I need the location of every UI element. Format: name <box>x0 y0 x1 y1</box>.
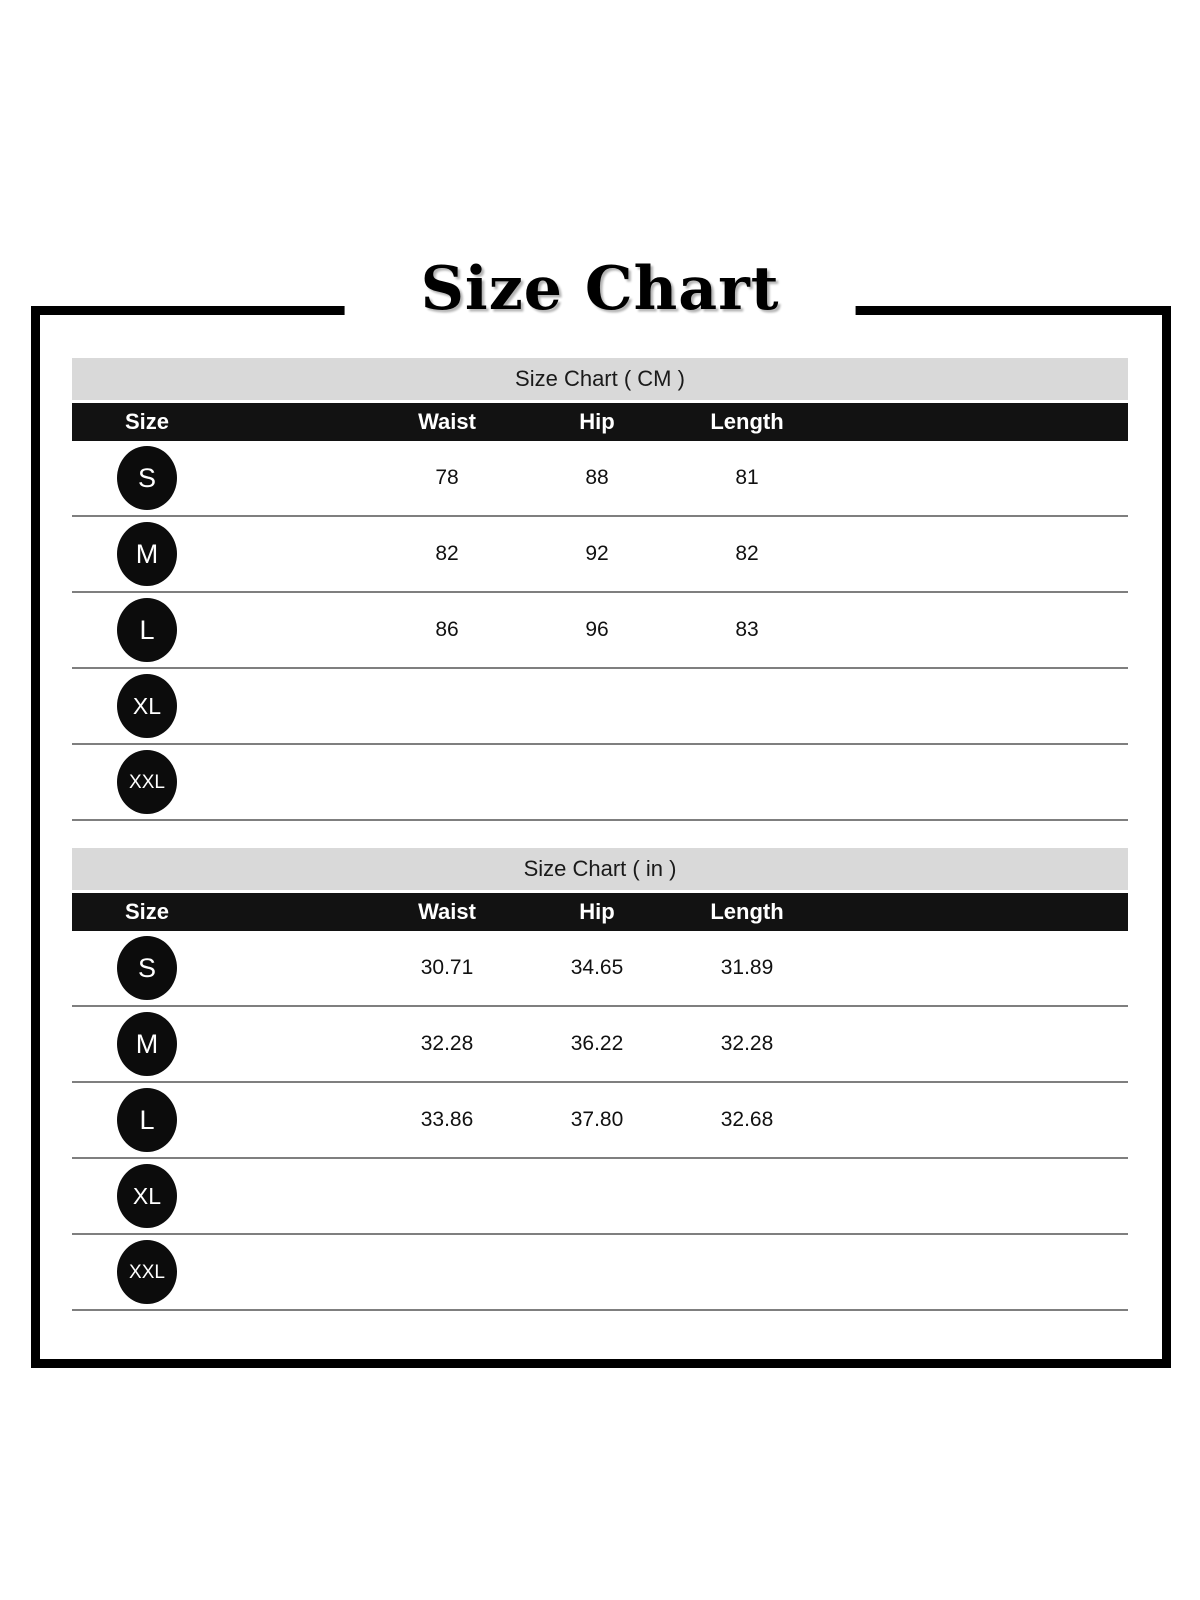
table-row <box>72 669 1128 745</box>
hip-value: 37.80 <box>570 1108 624 1131</box>
size-badge-cell <box>72 1240 222 1304</box>
size-badge: L <box>117 598 177 662</box>
size-badge: L <box>117 1088 177 1152</box>
size-badge-cell <box>72 446 222 510</box>
table-caption-cm: Size Chart ( CM ) <box>72 358 1128 400</box>
waist-value: 30.71 <box>420 956 474 979</box>
size-badge-cell <box>72 522 222 586</box>
hip-value: 36.22 <box>570 1032 624 1055</box>
table-header-row <box>72 893 1128 931</box>
size-badge: S <box>117 936 177 1000</box>
column-header-waist: Waist <box>418 899 476 924</box>
column-header-size: Size <box>124 409 170 434</box>
column-header-hip: Hip <box>579 409 615 434</box>
table-row <box>72 1083 1128 1159</box>
size-badge-cell <box>72 1012 222 1076</box>
size-badge-cell <box>72 674 222 738</box>
column-header-size: Size <box>124 899 170 924</box>
length-value: 82 <box>735 542 759 565</box>
table-row <box>72 745 1128 821</box>
waist-value: 33.86 <box>420 1108 474 1131</box>
table-row <box>72 1235 1128 1311</box>
column-header-waist: Waist <box>418 409 476 434</box>
table-row <box>72 517 1128 593</box>
hip-value: 96 <box>585 618 609 641</box>
size-badge-cell <box>72 936 222 1000</box>
length-value: 81 <box>735 466 759 489</box>
size-badge: XXL <box>117 750 177 814</box>
hip-value: 88 <box>585 466 609 489</box>
table-row <box>72 441 1128 517</box>
size-table-inches <box>72 848 1128 1311</box>
table-row <box>72 593 1128 669</box>
table-body <box>72 931 1128 1311</box>
size-badge-cell <box>72 750 222 814</box>
column-header-length: Length <box>710 409 784 434</box>
page-title: Size Chart <box>345 258 856 320</box>
length-value: 83 <box>735 618 759 641</box>
table-body <box>72 441 1128 821</box>
size-badge: M <box>117 1012 177 1076</box>
table-header-row <box>72 403 1128 441</box>
size-badge-cell <box>72 598 222 662</box>
hip-value: 34.65 <box>570 956 624 979</box>
size-badge: M <box>117 522 177 586</box>
waist-value: 32.28 <box>420 1032 474 1055</box>
table-caption-inches: Size Chart ( in ) <box>72 848 1128 890</box>
waist-value: 78 <box>435 466 459 489</box>
size-badge: XL <box>117 1164 177 1228</box>
size-badge: XL <box>117 674 177 738</box>
size-badge: XXL <box>117 1240 177 1304</box>
waist-value: 82 <box>435 542 459 565</box>
length-value: 32.68 <box>720 1108 774 1131</box>
column-header-length: Length <box>710 899 784 924</box>
table-row <box>72 931 1128 1007</box>
table-row <box>72 1007 1128 1083</box>
size-badge: S <box>117 446 177 510</box>
hip-value: 92 <box>585 542 609 565</box>
size-badge-cell <box>72 1164 222 1228</box>
column-header-hip: Hip <box>579 899 615 924</box>
size-badge-cell <box>72 1088 222 1152</box>
length-value: 32.28 <box>720 1032 774 1055</box>
waist-value: 86 <box>435 618 459 641</box>
size-table-cm <box>72 358 1128 821</box>
length-value: 31.89 <box>720 956 774 979</box>
table-row <box>72 1159 1128 1235</box>
